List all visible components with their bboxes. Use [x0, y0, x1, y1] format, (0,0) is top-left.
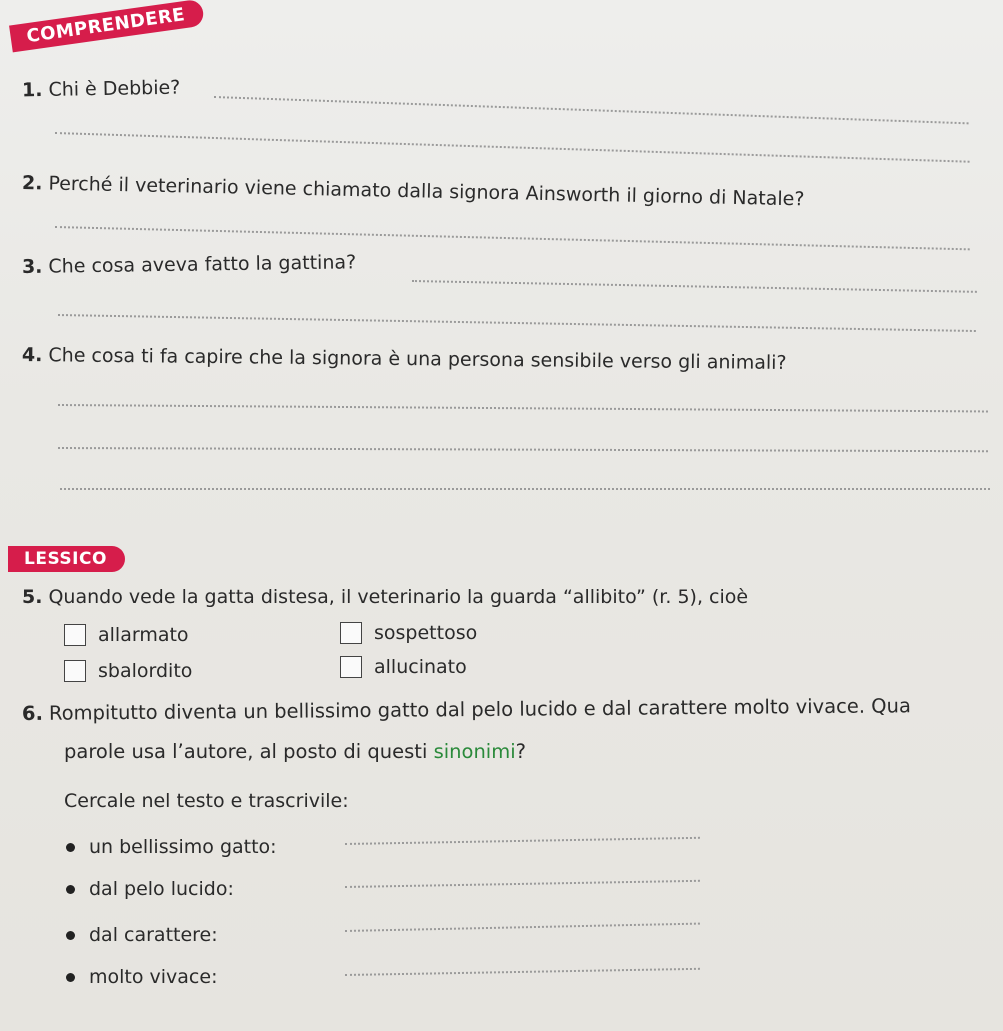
bullet-label: molto vivace: — [89, 966, 218, 988]
section-badge-comprendere: COMPRENDERE — [9, 0, 205, 52]
bullet-label: un bellissimo gatto: — [89, 836, 277, 858]
question-6-line-2 — [64, 740, 526, 763]
option-label: allucinato — [374, 656, 467, 678]
question-text: Che cosa ti fa capire che la signora è una persona sensibile verso gli animali? — [48, 344, 787, 375]
question-number: 6. — [21, 701, 44, 725]
bullet-item — [66, 836, 277, 858]
question-mark: ? — [515, 740, 526, 763]
answer-line[interactable] — [58, 404, 988, 412]
bullet-item — [66, 878, 234, 900]
bullet-dot — [66, 931, 75, 940]
answer-line[interactable] — [345, 837, 700, 845]
bullet-dot — [66, 973, 75, 982]
question-5 — [22, 586, 748, 608]
question-number: 5. — [22, 586, 43, 608]
instruction: Cercale nel testo e trascrivile: — [64, 790, 349, 812]
option-sbalordito[interactable] — [64, 660, 192, 682]
bullet-item — [66, 966, 217, 988]
question-1 — [22, 77, 181, 102]
bullet-label: dal carattere: — [89, 924, 218, 946]
question-text: Chi è Debbie? — [48, 76, 181, 101]
question-text-line-2: parole usa l’autore, al posto di questi — [64, 740, 434, 763]
question-number: 3. — [21, 255, 43, 278]
answer-line[interactable] — [55, 132, 970, 163]
answer-line[interactable] — [345, 968, 700, 976]
answer-line[interactable] — [412, 280, 977, 293]
option-allarmato[interactable] — [64, 624, 189, 646]
question-text-line-1: Rompitutto diventa un bellissimo gatto dal pelo lucido e dal carattere molto vivace. Qua — [48, 694, 911, 725]
checkbox[interactable] — [64, 660, 86, 682]
question-text: Che cosa aveva fatto la gattina? — [48, 251, 357, 278]
synonym-keyword: sinonimi — [433, 740, 516, 763]
option-sospettoso[interactable] — [340, 622, 477, 644]
answer-line[interactable] — [55, 226, 970, 250]
section-badge-lessico: LESSICO — [8, 546, 125, 572]
answer-line[interactable] — [58, 447, 988, 452]
checkbox[interactable] — [340, 656, 362, 678]
question-4 — [22, 344, 787, 374]
question-3 — [22, 251, 356, 278]
answer-line[interactable] — [60, 488, 990, 490]
answer-line[interactable] — [58, 314, 976, 332]
option-label: sbalordito — [98, 660, 193, 682]
option-label: sospettoso — [374, 622, 478, 644]
bullet-label: dal pelo lucido: — [89, 878, 234, 900]
question-text: Perché il veterinario viene chiamato dalla signora Ainsworth il giorno di Natale? — [48, 172, 805, 211]
question-2 — [22, 172, 805, 210]
question-number: 1. — [21, 79, 43, 102]
option-allucinato[interactable] — [340, 656, 467, 678]
question-number: 4. — [21, 344, 43, 367]
checkbox[interactable] — [340, 622, 362, 644]
checkbox[interactable] — [64, 624, 86, 646]
option-label: allarmato — [98, 624, 189, 646]
bullet-item — [66, 924, 218, 946]
question-number: 2. — [21, 172, 43, 195]
answer-line[interactable] — [214, 96, 969, 124]
question-6 — [22, 694, 911, 725]
answer-line[interactable] — [345, 923, 700, 932]
question-text: Quando vede la gatta distesa, il veterinario la guarda “allibito” (r. 5), cioè — [48, 586, 749, 608]
bullet-dot — [66, 843, 75, 852]
answer-line[interactable] — [345, 880, 700, 888]
bullet-dot — [66, 885, 75, 894]
